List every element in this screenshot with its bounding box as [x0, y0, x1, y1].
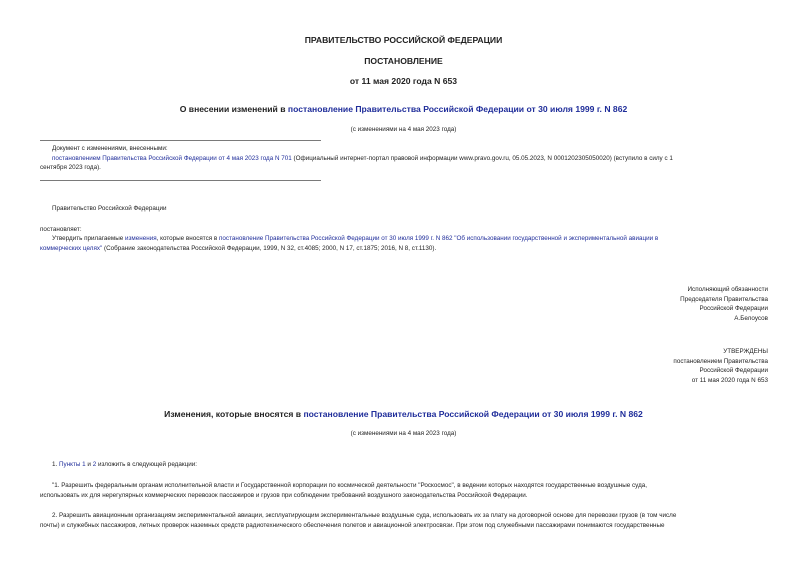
item-point-2-link[interactable]: 2 — [92, 461, 97, 468]
approved-line-4: от 11 мая 2020 года N 653 — [691, 376, 768, 384]
approved-line-1: УТВЕРЖДЕНЫ — [723, 348, 768, 355]
approved-line-3: Российской Федерации — [699, 367, 768, 375]
org-heading: ПРАВИТЕЛЬСТВО РОССИЙСКОЙ ФЕДЕРАЦИИ — [304, 35, 503, 45]
section-link[interactable]: постановление Правительства Российской Федерации от 30 июля 1999 г. N 862 — [303, 409, 643, 419]
changes-box-bottom-rule — [40, 180, 321, 181]
decides-line: постановляет: — [40, 226, 82, 233]
changes-link[interactable]: изменения — [125, 235, 157, 242]
gov-line: Правительство Российской Федерации — [52, 205, 167, 212]
changes-intro: Документ с изменениями, внесенными: — [52, 145, 168, 152]
section-title — [0, 409, 807, 419]
quote-1-line-2: использовать их для нерегулярных коммерческих перевозок пассажиров и грузов при соблюдении требований воздушного законодательства Российской Федерации. — [40, 491, 528, 499]
approve-text-c: (Собрание законодательства Российской Федерации, 1999, N 32, ст.4085; 2000, N 17, ст.1875; 2016, N 8, ст.1130). — [102, 244, 437, 252]
quote-2-line-2: почты) и служебных пассажиров, летных проверок наземных средств радиотехнического обеспечения полетов и авиационной электросвязи. При этом под служебными пассажирами понимаются государственные — [40, 521, 665, 529]
changes-rest-2: сентября 2023 года). — [40, 164, 101, 172]
changes-amend-link[interactable]: постановлением Правительства Российской Федерации от 4 мая 2023 года N 701 — [52, 154, 292, 162]
approved-block — [500, 347, 768, 385]
item-points-1-link[interactable]: Пункты 1 — [59, 461, 86, 468]
date-number-heading: от 11 мая 2020 года N 653 — [349, 76, 458, 86]
document-title — [0, 104, 807, 114]
section-note: (с изменениями на 4 мая 2023 года) — [350, 430, 457, 437]
changes-box-top-rule — [40, 140, 321, 141]
title-note: (с изменениями на 4 мая 2023 года) — [350, 126, 457, 133]
signature-line-2: Председателя Правительства — [680, 295, 768, 303]
item-1-number: 1. — [52, 461, 60, 468]
changes-box — [40, 144, 772, 173]
section-prefix: Изменения, которые вносятся в — [164, 409, 304, 419]
doc-type-heading: ПОСТАНОВЛЕНИЕ — [364, 56, 443, 66]
item-1 — [52, 460, 197, 470]
quote-1-line-1: "1. Разрешить федеральным органам исполнительной власти и Государственной корпорации по космической деятельности "Роскосмос", в ведении которых находятся государственные воздушные суда, — [52, 482, 648, 489]
approve-text-a: Утвердить прилагаемые — [52, 235, 125, 242]
item-1-and: и — [85, 461, 93, 468]
approve-text-b: , которые вносятся в — [156, 235, 220, 242]
signature-line-3: Российской Федерации — [699, 305, 768, 313]
approve-line-1 — [40, 234, 768, 244]
quote-paragraph-1 — [40, 481, 768, 500]
signature-line-1: Исполняющий обязанности — [687, 286, 768, 293]
decree-862-link-cont[interactable]: коммерческих целях" — [40, 244, 103, 252]
paragraph-approve — [40, 234, 768, 253]
title-prefix: О внесении изменений в — [179, 104, 288, 114]
quote-paragraph-2 — [40, 511, 768, 530]
approve-line-2 — [40, 244, 768, 254]
signature-block — [500, 285, 768, 323]
changes-rest-1: (Официальный интернет-портал правовой информации www.pravo.gov.ru, 05.05.2023, N 0001202305050020) (вступило в силу с 1 — [291, 154, 673, 162]
quote-2-line-1: 2. Разрешить авиационным организациям экспериментальной авиации, эксплуатирующим экспериментальные воздушные суда, использовать их за плату на договорной основе для перевозки грузов (в том числе — [52, 512, 677, 519]
approved-line-2: постановлением Правительства — [673, 357, 768, 365]
decree-862-link[interactable]: постановление Правительства Российской Федерации от 30 июля 1999 г. N 862 "Об использовании государственной и экспериментальной авиации в — [219, 235, 659, 242]
signature-line-4: А.Белоусов — [734, 314, 768, 322]
item-1-rest: изложить в следующей редакции: — [96, 461, 197, 468]
title-link[interactable]: постановление Правительства Российской Федерации от 30 июля 1999 г. N 862 — [287, 104, 628, 114]
changes-line-1 — [52, 154, 772, 164]
